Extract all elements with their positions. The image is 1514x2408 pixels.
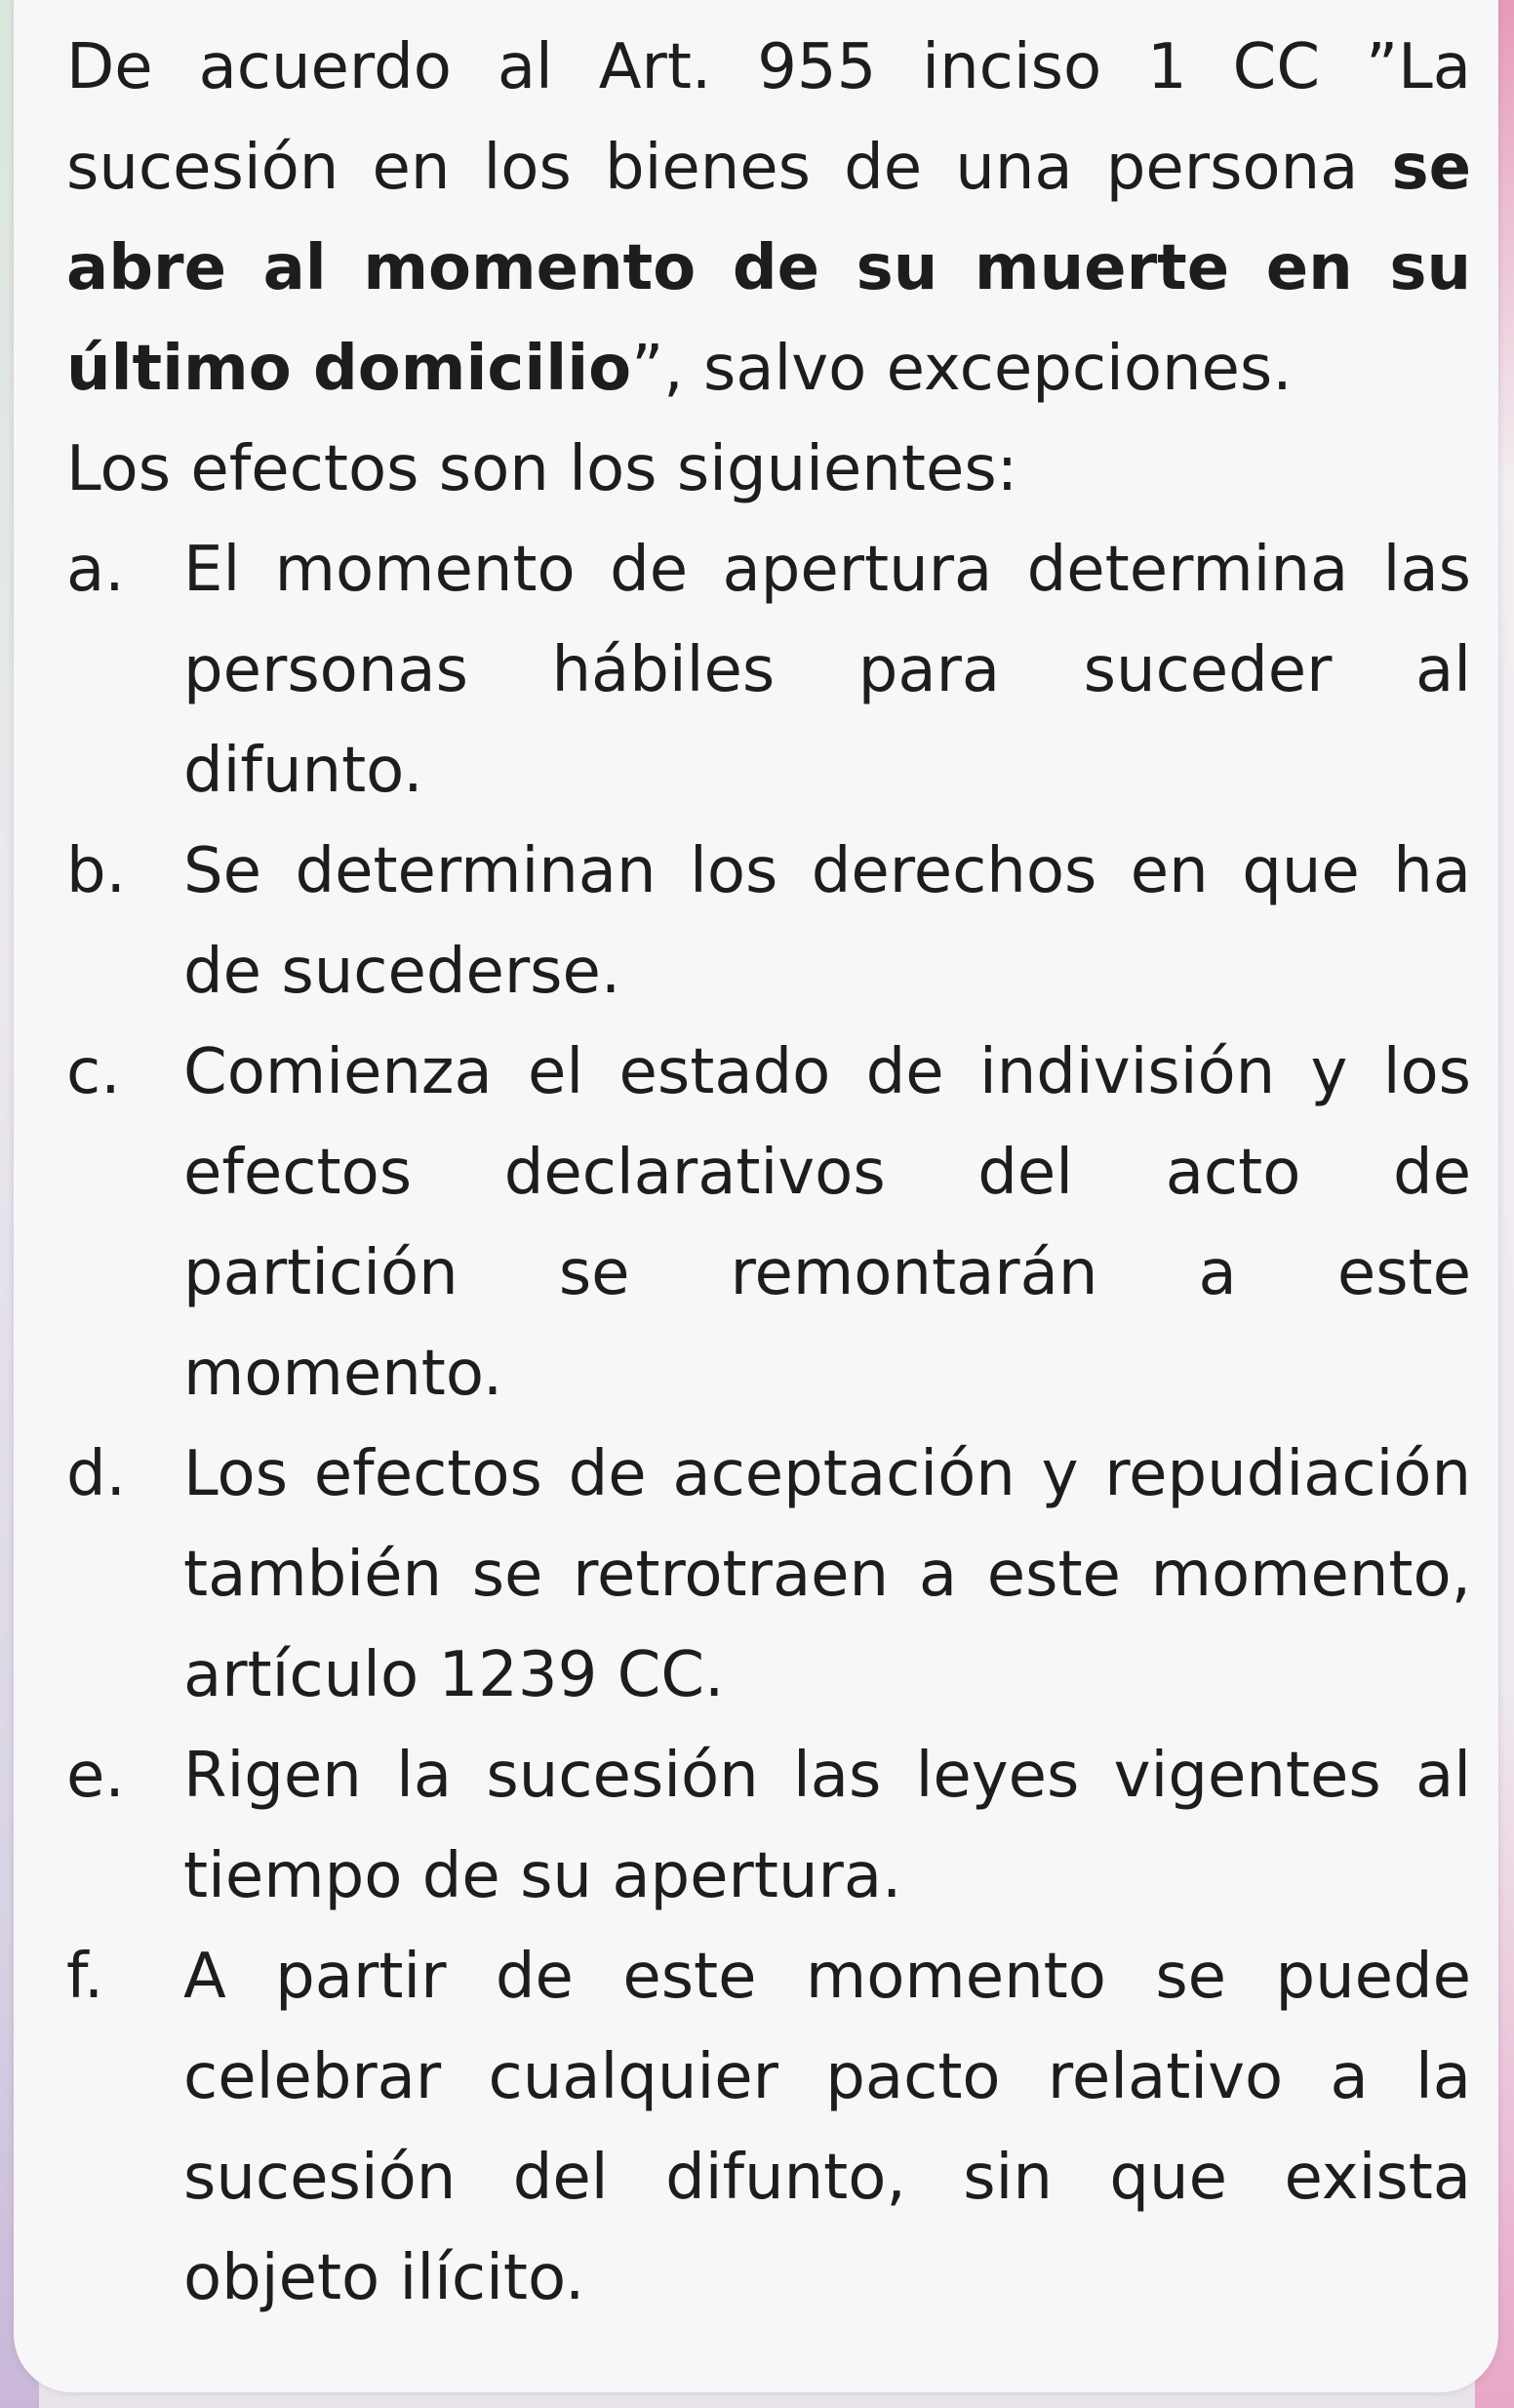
- list-item-b: [66, 822, 1471, 1023]
- list-text-e: Rigen la sucesión las leyes vigentes al tiempo de su apertura.: [183, 1740, 1471, 1912]
- text-card: [14, 0, 1498, 2392]
- list-marker-d: d.: [66, 1438, 126, 1510]
- list-marker-a: a.: [66, 534, 125, 606]
- intro-paragraph: [66, 18, 1471, 420]
- list-item-e: [66, 1726, 1471, 1927]
- effects-list: [66, 520, 1471, 2329]
- intro-bold-text: se abre al momento de su muerte en su último domicilio: [66, 132, 1471, 405]
- list-item-f: [66, 1927, 1471, 2329]
- intro-text-start: De acuerdo al Art. 955 inciso 1 CC ”La sucesión en los bienes de una persona: [66, 31, 1471, 204]
- list-text-d: Los efectos de aceptación y repudiación también se retrotraen a este momento, artículo 1239 CC.: [183, 1438, 1471, 1711]
- list-text-b: Se determinan los derechos en que ha de sucederse.: [183, 835, 1471, 1008]
- list-text-c: Comienza el estado de indivisión y los efectos declarativos del acto de partición se remontarán a este momento.: [183, 1036, 1471, 1410]
- list-item-d: [66, 1425, 1471, 1726]
- list-item-c: [66, 1023, 1471, 1425]
- list-marker-e: e.: [66, 1740, 125, 1812]
- intro-text-end: ”, salvo excepciones.: [631, 333, 1293, 405]
- list-item-a: [66, 520, 1471, 822]
- effects-lead: Los efectos son los siguientes:: [66, 433, 1018, 505]
- list-marker-c: c.: [66, 1036, 121, 1108]
- list-marker-f: f.: [66, 1941, 104, 2013]
- list-marker-b: b.: [66, 835, 126, 907]
- list-text-f: A partir de este momento se puede celebrar cualquier pacto relativo a la sucesión del difunto, sin que exista objeto ilícito.: [183, 1941, 1471, 2314]
- document-body: [66, 18, 1471, 2329]
- list-text-a: El momento de apertura determina las personas hábiles para suceder al difunto.: [183, 534, 1471, 807]
